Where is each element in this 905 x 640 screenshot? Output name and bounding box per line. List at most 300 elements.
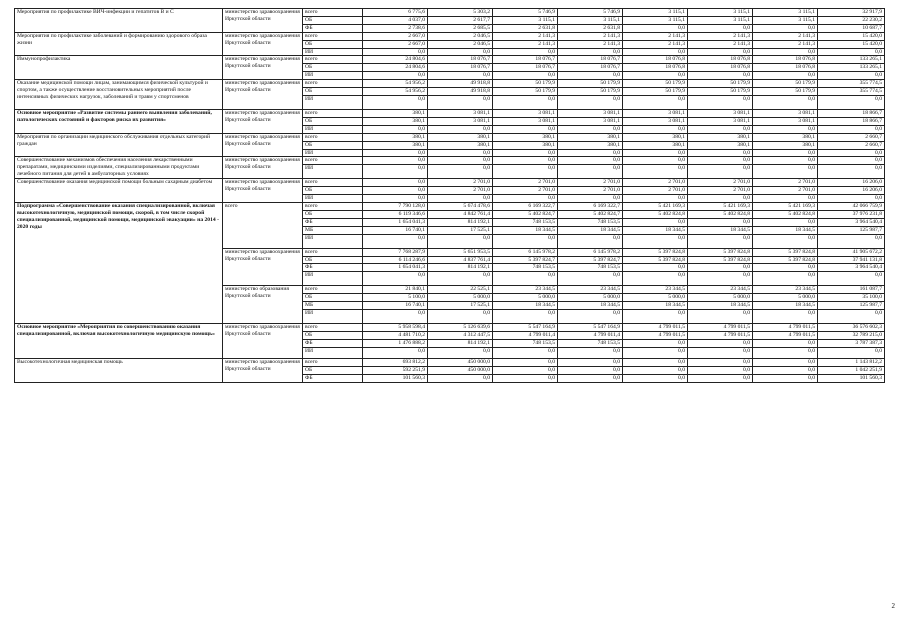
responsible-executor: министерство здравоохранения Иркутской области bbox=[223, 324, 303, 359]
responsible-executor: министерство здравоохранения Иркутской области bbox=[223, 80, 303, 110]
year-value: 5 746,9 bbox=[493, 9, 558, 17]
funding-source: МБ bbox=[303, 302, 363, 310]
year-value: 4 799 011,5 bbox=[753, 324, 818, 332]
year-value: 18 076,8 bbox=[688, 64, 753, 72]
year-value: 3 081,1 bbox=[688, 109, 753, 117]
year-value: 5 303,2 bbox=[428, 9, 493, 17]
year-value: 0,0 bbox=[623, 95, 688, 109]
year-value: 18 076,8 bbox=[753, 64, 818, 72]
total-value: 0,0 bbox=[818, 195, 885, 203]
year-value: 0,0 bbox=[493, 272, 558, 286]
funding-source: ФБ bbox=[303, 374, 363, 382]
year-value: 4 312 447,5 bbox=[428, 332, 493, 340]
funding-source: ОБ bbox=[303, 88, 363, 96]
funding-source: ФБ bbox=[303, 24, 363, 32]
funding-source: ИИ bbox=[303, 149, 363, 157]
year-value: 5 397 824,8 bbox=[688, 256, 753, 264]
year-value: 0,0 bbox=[558, 374, 623, 382]
total-value: 18 866,7 bbox=[818, 117, 885, 125]
year-value: 0,0 bbox=[753, 95, 818, 109]
funding-source: ОБ bbox=[303, 256, 363, 264]
total-value: 125 987,7 bbox=[818, 226, 885, 234]
year-value: 5 000,0 bbox=[753, 294, 818, 302]
total-value: 0,0 bbox=[818, 72, 885, 80]
table-row bbox=[15, 56, 885, 64]
year-value: 0,0 bbox=[688, 347, 753, 358]
year-value: 5 000,0 bbox=[428, 294, 493, 302]
year-value: 0,0 bbox=[493, 72, 558, 80]
funding-source: ОБ bbox=[303, 141, 363, 149]
year-value: 0,0 bbox=[558, 310, 623, 324]
year-value: 0,0 bbox=[753, 149, 818, 157]
year-value: 0,0 bbox=[428, 72, 493, 80]
total-value: 32 917,9 bbox=[818, 9, 885, 17]
year-value: 0,0 bbox=[688, 165, 753, 179]
year-value: 2 141,3 bbox=[753, 40, 818, 48]
year-value: 54 956,2 bbox=[363, 80, 428, 88]
year-value: 0,0 bbox=[363, 48, 428, 56]
year-value: 748 153,5 bbox=[558, 339, 623, 347]
table-row bbox=[15, 157, 885, 165]
page-number: 2 bbox=[891, 602, 895, 610]
year-value: 0,0 bbox=[363, 95, 428, 109]
total-value: 3 964 540,4 bbox=[818, 264, 885, 272]
year-value: 0,0 bbox=[623, 125, 688, 133]
year-value: 0,0 bbox=[623, 165, 688, 179]
year-value: 4 799 011,5 bbox=[623, 324, 688, 332]
year-value: 0,0 bbox=[688, 195, 753, 203]
year-value: 5 421 169,3 bbox=[623, 203, 688, 211]
year-value: 0,0 bbox=[688, 234, 753, 248]
funding-source: всего bbox=[303, 133, 363, 141]
year-value: 18 344,5 bbox=[623, 302, 688, 310]
year-value: 5 000,0 bbox=[493, 294, 558, 302]
year-value: 2 046,5 bbox=[428, 32, 493, 40]
year-value: 0,0 bbox=[428, 149, 493, 157]
year-value: 0,0 bbox=[558, 347, 623, 358]
year-value: 2 617,7 bbox=[428, 16, 493, 24]
year-value: 2 701,0 bbox=[753, 179, 818, 187]
year-value: 18 344,5 bbox=[558, 302, 623, 310]
measure-name: Мероприятия по профилактике ВИЧ-инфекции и гепатитов В и С bbox=[15, 9, 223, 33]
year-value: 23 344,5 bbox=[493, 286, 558, 294]
year-value: 380,1 bbox=[753, 141, 818, 149]
year-value: 380,1 bbox=[428, 133, 493, 141]
year-value: 0,0 bbox=[688, 218, 753, 226]
year-value: 2 141,3 bbox=[688, 32, 753, 40]
year-value: 18 076,7 bbox=[493, 56, 558, 64]
year-value: 16 740,1 bbox=[363, 226, 428, 234]
total-value: 161 087,7 bbox=[818, 286, 885, 294]
year-value: 18 076,8 bbox=[753, 56, 818, 64]
funding-source: всего bbox=[303, 179, 363, 187]
year-value: 50 179,9 bbox=[493, 88, 558, 96]
year-value: 23 344,5 bbox=[558, 286, 623, 294]
funding-source: ФБ bbox=[303, 218, 363, 226]
year-value: 0,0 bbox=[558, 272, 623, 286]
year-value: 0,0 bbox=[493, 195, 558, 203]
year-value: 2 701,0 bbox=[428, 179, 493, 187]
year-value: 380,1 bbox=[493, 141, 558, 149]
year-value: 450 000,0 bbox=[428, 358, 493, 366]
year-value: 0,0 bbox=[623, 264, 688, 272]
year-value: 50 179,9 bbox=[753, 80, 818, 88]
year-value: 4 799 011,5 bbox=[623, 332, 688, 340]
year-value: 7 768 287,9 bbox=[363, 248, 428, 256]
total-value: 22 230,2 bbox=[818, 16, 885, 24]
year-value: 2 631,8 bbox=[493, 24, 558, 32]
year-value: 2 631,8 bbox=[558, 24, 623, 32]
year-value: 0,0 bbox=[753, 72, 818, 80]
year-value: 693 812,2 bbox=[363, 358, 428, 366]
funding-source: всего bbox=[303, 56, 363, 64]
year-value: 0,0 bbox=[493, 157, 558, 165]
year-value: 0,0 bbox=[688, 310, 753, 324]
year-value: 0,0 bbox=[428, 157, 493, 165]
year-value: 5 421 169,3 bbox=[753, 203, 818, 211]
total-value: 0,0 bbox=[818, 272, 885, 286]
year-value: 380,1 bbox=[558, 133, 623, 141]
year-value: 0,0 bbox=[363, 195, 428, 203]
year-value: 4 799 011,4 bbox=[558, 332, 623, 340]
year-value: 0,0 bbox=[753, 272, 818, 286]
year-value: 5 100,0 bbox=[363, 294, 428, 302]
funding-source: всего bbox=[303, 32, 363, 40]
year-value: 50 179,9 bbox=[623, 80, 688, 88]
total-value: 37 941 131,8 bbox=[818, 256, 885, 264]
year-value: 17 525,1 bbox=[428, 302, 493, 310]
budget-table bbox=[14, 8, 885, 383]
year-value: 3 115,1 bbox=[558, 16, 623, 24]
year-value: 23 344,5 bbox=[753, 286, 818, 294]
year-value: 0,0 bbox=[558, 72, 623, 80]
year-value: 3 081,1 bbox=[623, 117, 688, 125]
year-value: 6 145 978,2 bbox=[558, 248, 623, 256]
measure-name: Основное мероприятие «Мероприятия по совершенствованию оказания специализированной, включая высокотехнологичную медицинскую помощь» bbox=[15, 324, 223, 359]
year-value: 22 525,1 bbox=[428, 286, 493, 294]
year-value: 4 837 761,4 bbox=[428, 256, 493, 264]
year-value: 0,0 bbox=[623, 272, 688, 286]
year-value: 18 076,8 bbox=[623, 56, 688, 64]
year-value: 0,0 bbox=[363, 234, 428, 248]
year-value: 0,0 bbox=[623, 195, 688, 203]
year-value: 2 701,0 bbox=[623, 187, 688, 195]
year-value: 0,0 bbox=[493, 149, 558, 157]
funding-source: всего bbox=[303, 203, 363, 211]
year-value: 748 153,5 bbox=[493, 339, 558, 347]
year-value: 18 344,5 bbox=[493, 302, 558, 310]
total-value: 125 987,7 bbox=[818, 302, 885, 310]
year-value: 0,0 bbox=[623, 24, 688, 32]
year-value: 3 081,1 bbox=[753, 109, 818, 117]
year-value: 0,0 bbox=[428, 347, 493, 358]
year-value: 5 421 169,3 bbox=[688, 203, 753, 211]
year-value: 0,0 bbox=[428, 195, 493, 203]
year-value: 18 076,8 bbox=[688, 56, 753, 64]
year-value: 0,0 bbox=[363, 347, 428, 358]
year-value: 2 701,0 bbox=[493, 187, 558, 195]
responsible-executor: министерство здравоохранения Иркутской области bbox=[223, 179, 303, 203]
year-value: 0,0 bbox=[688, 339, 753, 347]
funding-source: ИИ bbox=[303, 72, 363, 80]
year-value: 5 000,0 bbox=[558, 294, 623, 302]
total-value: 37 976 231,8 bbox=[818, 210, 885, 218]
year-value: 17 525,1 bbox=[428, 226, 493, 234]
year-value: 4 799 011,4 bbox=[493, 332, 558, 340]
year-value: 0,0 bbox=[428, 125, 493, 133]
year-value: 5 397 824,8 bbox=[753, 256, 818, 264]
year-value: 3 115,1 bbox=[688, 16, 753, 24]
year-value: 380,1 bbox=[558, 141, 623, 149]
year-value: 5 402 824,7 bbox=[493, 210, 558, 218]
year-value: 1 476 888,2 bbox=[363, 339, 428, 347]
total-value: 0,0 bbox=[818, 165, 885, 179]
year-value: 21 840,1 bbox=[363, 286, 428, 294]
year-value: 592 251,9 bbox=[363, 366, 428, 374]
year-value: 18 076,7 bbox=[428, 64, 493, 72]
year-value: 50 179,9 bbox=[753, 88, 818, 96]
year-value: 0,0 bbox=[753, 165, 818, 179]
table-row bbox=[15, 109, 885, 117]
responsible-executor: министерство образования Иркутской области bbox=[223, 286, 303, 324]
responsible-executor: министерство здравоохранения Иркутской области bbox=[223, 133, 303, 157]
year-value: 18 076,8 bbox=[623, 64, 688, 72]
year-value: 0,0 bbox=[363, 272, 428, 286]
year-value: 4 799 011,5 bbox=[688, 324, 753, 332]
year-value: 50 179,9 bbox=[558, 80, 623, 88]
year-value: 748 153,5 bbox=[558, 218, 623, 226]
year-value: 0,0 bbox=[753, 339, 818, 347]
funding-source: ОБ bbox=[303, 16, 363, 24]
year-value: 5 397 824,7 bbox=[493, 256, 558, 264]
table-row bbox=[15, 179, 885, 187]
year-value: 0,0 bbox=[688, 24, 753, 32]
funding-source: всего bbox=[303, 157, 363, 165]
year-value: 3 081,1 bbox=[493, 117, 558, 125]
table-row bbox=[15, 358, 885, 366]
year-value: 0,0 bbox=[688, 272, 753, 286]
year-value: 450 000,0 bbox=[428, 366, 493, 374]
year-value: 0,0 bbox=[753, 366, 818, 374]
responsible-executor: министерство здравоохранения Иркутской области bbox=[223, 9, 303, 33]
year-value: 2 701,0 bbox=[753, 187, 818, 195]
year-value: 0,0 bbox=[688, 374, 753, 382]
year-value: 3 081,1 bbox=[623, 109, 688, 117]
year-value: 2 701,0 bbox=[623, 179, 688, 187]
year-value: 3 115,1 bbox=[623, 9, 688, 17]
year-value: 5 958 598,4 bbox=[363, 324, 428, 332]
total-value: 0,0 bbox=[818, 125, 885, 133]
year-value: 0,0 bbox=[753, 218, 818, 226]
funding-source: ИИ bbox=[303, 310, 363, 324]
table-row bbox=[15, 9, 885, 17]
year-value: 0,0 bbox=[753, 264, 818, 272]
year-value: 50 179,9 bbox=[688, 88, 753, 96]
year-value: 2 701,0 bbox=[688, 179, 753, 187]
total-value: 16 206,0 bbox=[818, 179, 885, 187]
year-value: 0,0 bbox=[558, 95, 623, 109]
year-value: 5 402 824,7 bbox=[558, 210, 623, 218]
year-value: 380,1 bbox=[688, 141, 753, 149]
year-value: 3 081,1 bbox=[428, 109, 493, 117]
total-value: 0,0 bbox=[818, 95, 885, 109]
year-value: 0,0 bbox=[493, 366, 558, 374]
year-value: 50 179,9 bbox=[688, 80, 753, 88]
total-value: 18 866,7 bbox=[818, 109, 885, 117]
funding-source: ФБ bbox=[303, 339, 363, 347]
year-value: 748 153,5 bbox=[493, 218, 558, 226]
year-value: 380,1 bbox=[753, 133, 818, 141]
year-value: 3 115,1 bbox=[493, 16, 558, 24]
funding-source: ИИ bbox=[303, 195, 363, 203]
year-value: 3 115,1 bbox=[688, 9, 753, 17]
year-value: 5 402 824,8 bbox=[623, 210, 688, 218]
year-value: 748 153,5 bbox=[493, 264, 558, 272]
funding-source: ИИ bbox=[303, 165, 363, 179]
year-value: 5 126 639,6 bbox=[428, 324, 493, 332]
year-value: 3 081,1 bbox=[558, 117, 623, 125]
year-value: 18 344,5 bbox=[688, 226, 753, 234]
year-value: 4 799 011,5 bbox=[688, 332, 753, 340]
year-value: 380,1 bbox=[363, 141, 428, 149]
year-value: 3 081,1 bbox=[493, 109, 558, 117]
year-value: 0,0 bbox=[558, 195, 623, 203]
total-value: 355 774,5 bbox=[818, 88, 885, 96]
total-value: 0,0 bbox=[818, 149, 885, 157]
table-row bbox=[15, 133, 885, 141]
responsible-executor: министерство здравоохранения Иркутской области bbox=[223, 358, 303, 382]
year-value: 0,0 bbox=[493, 374, 558, 382]
year-value: 6 114 246,6 bbox=[363, 256, 428, 264]
year-value: 2 667,0 bbox=[363, 32, 428, 40]
year-value: 380,1 bbox=[363, 117, 428, 125]
total-value: 1 042 251,9 bbox=[818, 366, 885, 374]
year-value: 0,0 bbox=[558, 157, 623, 165]
responsible-executor: министерство здравоохранения Иркутской области bbox=[223, 56, 303, 80]
year-value: 5 402 824,8 bbox=[688, 210, 753, 218]
year-value: 54 956,2 bbox=[363, 88, 428, 96]
funding-source: ОБ bbox=[303, 117, 363, 125]
total-value: 15 420,0 bbox=[818, 40, 885, 48]
year-value: 0,0 bbox=[753, 374, 818, 382]
year-value: 5 651 953,5 bbox=[428, 248, 493, 256]
year-value: 2 667,0 bbox=[363, 40, 428, 48]
year-value: 0,0 bbox=[493, 48, 558, 56]
responsible-executor: министерство здравоохранения Иркутской области bbox=[223, 109, 303, 133]
table-row bbox=[15, 324, 885, 332]
year-value: 0,0 bbox=[558, 48, 623, 56]
funding-source: ИИ bbox=[303, 48, 363, 56]
year-value: 0,0 bbox=[363, 179, 428, 187]
year-value: 380,1 bbox=[363, 109, 428, 117]
year-value: 0,0 bbox=[688, 358, 753, 366]
year-value: 2 738,6 bbox=[363, 24, 428, 32]
funding-source: ОБ bbox=[303, 40, 363, 48]
year-value: 0,0 bbox=[623, 149, 688, 157]
year-value: 18 076,7 bbox=[558, 56, 623, 64]
funding-source: всего bbox=[303, 109, 363, 117]
year-value: 2 701,0 bbox=[428, 187, 493, 195]
funding-source: ОБ bbox=[303, 64, 363, 72]
year-value: 0,0 bbox=[623, 358, 688, 366]
total-value: 3 787 387,3 bbox=[818, 339, 885, 347]
year-value: 0,0 bbox=[363, 72, 428, 80]
total-value: 101 560,3 bbox=[818, 374, 885, 382]
year-value: 3 115,1 bbox=[753, 16, 818, 24]
year-value: 0,0 bbox=[558, 165, 623, 179]
year-value: 0,0 bbox=[623, 218, 688, 226]
year-value: 7 790 128,0 bbox=[363, 203, 428, 211]
year-value: 2 141,3 bbox=[558, 40, 623, 48]
year-value: 2 701,0 bbox=[493, 179, 558, 187]
year-value: 0,0 bbox=[493, 125, 558, 133]
year-value: 0,0 bbox=[623, 157, 688, 165]
year-value: 18 344,5 bbox=[623, 226, 688, 234]
year-value: 380,1 bbox=[428, 141, 493, 149]
funding-source: всего bbox=[303, 324, 363, 332]
year-value: 18 344,5 bbox=[688, 302, 753, 310]
year-value: 5 397 824,8 bbox=[623, 256, 688, 264]
year-value: 3 081,1 bbox=[428, 117, 493, 125]
measure-name: Иммунопрофилактика bbox=[15, 56, 223, 80]
funding-source: ОБ bbox=[303, 366, 363, 374]
responsible-executor: министерство здравоохранения Иркутской области bbox=[223, 32, 303, 56]
year-value: 0,0 bbox=[493, 347, 558, 358]
year-value: 0,0 bbox=[493, 358, 558, 366]
year-value: 23 344,5 bbox=[623, 286, 688, 294]
year-value: 0,0 bbox=[623, 48, 688, 56]
total-value: 3 964 540,4 bbox=[818, 218, 885, 226]
year-value: 2 701,0 bbox=[558, 187, 623, 195]
year-value: 0,0 bbox=[688, 72, 753, 80]
year-value: 0,0 bbox=[493, 234, 558, 248]
total-value: 36 576 602,3 bbox=[818, 324, 885, 332]
year-value: 0,0 bbox=[493, 95, 558, 109]
year-value: 0,0 bbox=[753, 347, 818, 358]
year-value: 3 081,1 bbox=[753, 117, 818, 125]
year-value: 5 547 164,9 bbox=[493, 324, 558, 332]
year-value: 2 141,3 bbox=[688, 40, 753, 48]
year-value: 2 701,0 bbox=[558, 179, 623, 187]
year-value: 5 746,9 bbox=[558, 9, 623, 17]
year-value: 0,0 bbox=[623, 72, 688, 80]
year-value: 2 141,3 bbox=[753, 32, 818, 40]
total-value: 355 774,5 bbox=[818, 80, 885, 88]
year-value: 1 654 041,3 bbox=[363, 264, 428, 272]
year-value: 0,0 bbox=[753, 234, 818, 248]
year-value: 0,0 bbox=[623, 339, 688, 347]
year-value: 814 192,1 bbox=[428, 264, 493, 272]
year-value: 380,1 bbox=[363, 133, 428, 141]
year-value: 0,0 bbox=[558, 234, 623, 248]
year-value: 0,0 bbox=[623, 347, 688, 358]
responsible-executor: министерство здравоохранения Иркутской области bbox=[223, 248, 303, 286]
year-value: 0,0 bbox=[753, 358, 818, 366]
year-value: 814 192,1 bbox=[428, 339, 493, 347]
year-value: 0,0 bbox=[623, 234, 688, 248]
funding-source: ИИ bbox=[303, 234, 363, 248]
total-value: 15 420,0 bbox=[818, 32, 885, 40]
year-value: 18 344,5 bbox=[493, 226, 558, 234]
funding-source: всего bbox=[303, 286, 363, 294]
year-value: 6 169 322,7 bbox=[558, 203, 623, 211]
table-body bbox=[15, 9, 885, 383]
year-value: 0,0 bbox=[363, 187, 428, 195]
year-value: 2 046,5 bbox=[428, 40, 493, 48]
funding-source: ОБ bbox=[303, 210, 363, 218]
year-value: 101 560,3 bbox=[363, 374, 428, 382]
total-value: 2 660,7 bbox=[818, 133, 885, 141]
